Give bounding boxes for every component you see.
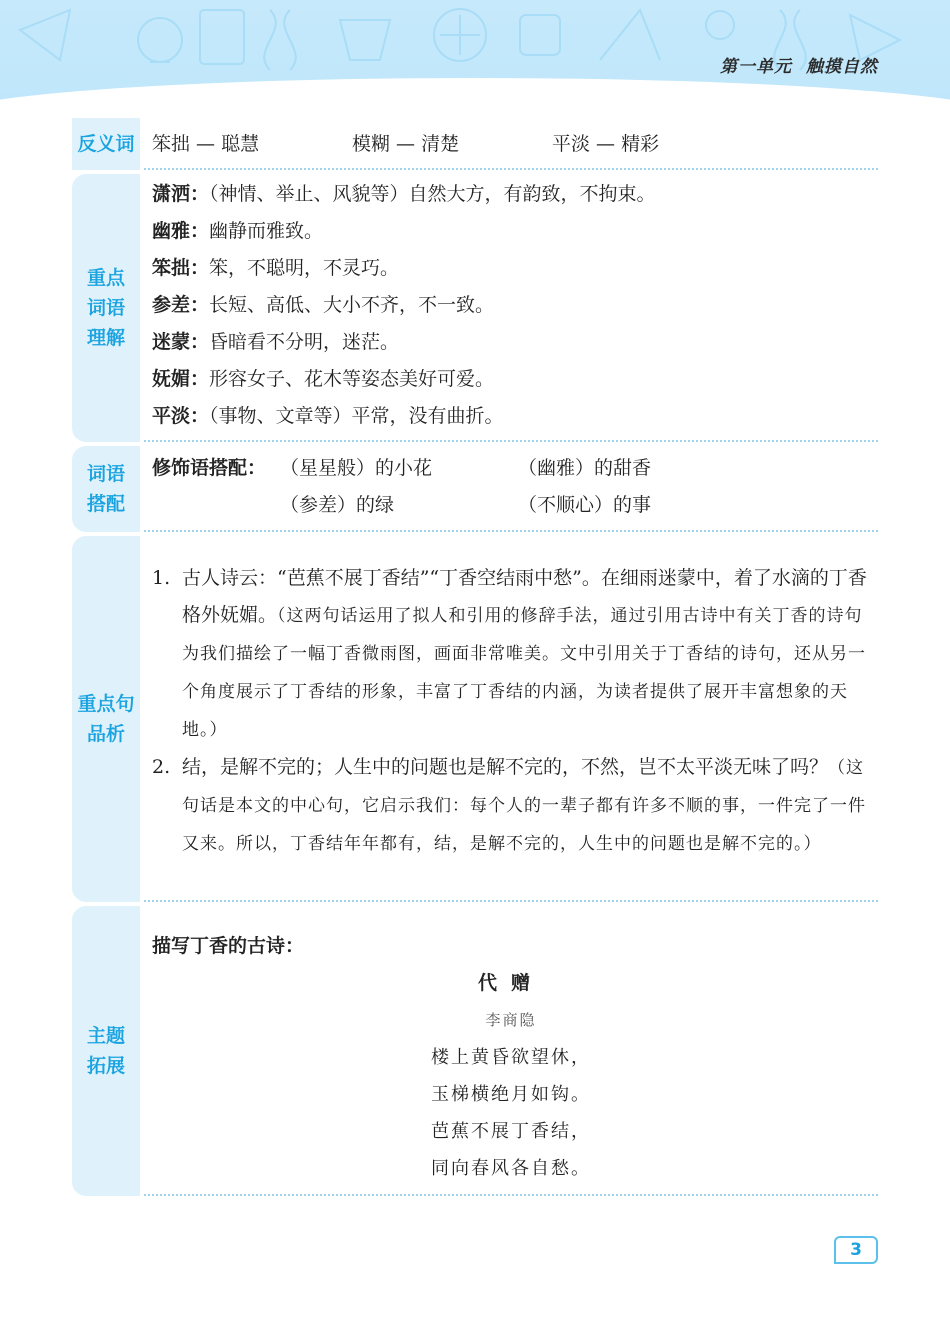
unit-name: 触摸自然 [806,57,878,77]
section-antonyms [72,118,878,170]
antonym-pair: 平淡 — 精彩 [552,133,660,155]
divider [144,440,878,442]
section-theme-extension [72,906,878,1196]
divider [144,900,878,902]
section-key-sentences [72,536,878,902]
collocation-item: （幽雅）的甜香 [518,457,652,479]
tab-label: 重点句品析 [77,693,135,745]
collocation-item: （参差）的绿 [280,494,395,516]
collocation-item: （不顺心）的事 [518,494,652,516]
tab-label: 词语搭配 [86,463,125,515]
divider [144,530,878,532]
vocab-item: 潇洒：（神情、举止、风貌等）自然大方，有韵致，不拘束。 [152,183,656,205]
section-tab [72,446,140,532]
vocab-item: 参差：长短、高低、大小不齐，不一致。 [152,294,495,316]
section-tab [72,536,140,902]
vocab-item: 笨拙：笨，不聪明，不灵巧。 [152,257,400,279]
sentence-item: 2. 结，是解不完的；人生中的问题也是解不完的，不然，岂不太平淡无味了吗？（这句话是本文的中心句，它启示我们：每个人的一辈子都有许多不顺的事，一件完了一件又来。所以，丁香结年年都有，结，是解不完的，人生中的问题也是解不完的。） [152,756,866,854]
collocation-item: （星星般）的小花 [280,457,433,479]
vocab-item: 妩媚：形容女子、花木等姿态美好可爱。 [152,368,495,390]
tab-label: 重点词语理解 [86,267,125,349]
poem [152,965,870,1187]
sentence-item: 1. 古人诗云：“芭蕉不展丁香结”“丁香空结雨中愁”。在细雨迷蒙中，着了水滴的丁香格外妩媚。（这两句话运用了拟人和引用的修辞手法，通过引用古诗中有关丁香的诗句为我们描绘了一幅丁香微雨图，画面非常唯美。文中引用关于丁香结的诗句，还从另一个角度展示了丁香结的形象，丰富了丁香结的内涵，为读者提供了展开丰富想象的天地。） [152,567,867,740]
header-banner [0,0,950,118]
section-tab [72,118,140,170]
vocab-item: 迷蒙：昏暗看不分明，迷茫。 [152,331,400,353]
section-tab [72,906,140,1196]
collocation-prefix: 修饰语搭配： [152,457,267,479]
vocab-item: 平淡：（事物、文章等）平常，没有曲折。 [152,405,504,427]
theme-heading: 描写丁香的古诗： [152,935,305,957]
vocab-item: 幽雅：幽静而雅致。 [152,220,324,242]
poem-line: 芭蕉不展丁香结， [431,1121,591,1142]
tab-label: 反义词 [77,133,135,155]
antonym-pair: 模糊 — 清楚 [352,133,460,155]
section-tab [72,174,140,442]
poem-title: 代赠 [477,972,544,994]
unit-number: 第一单元 [720,57,792,77]
poem-line: 玉梯横绝月如钩。 [431,1084,591,1105]
poem-line: 同向春风各自愁。 [431,1158,591,1179]
section-vocabulary [72,174,878,442]
poem-author: 李商隐 [485,1011,537,1029]
divider [144,1194,878,1196]
tab-label: 主题拓展 [86,1025,125,1077]
section-collocation [72,446,878,532]
poem-line: 楼上黄昏欲望休， [431,1047,591,1068]
antonym-pair: 笨拙 — 聪慧 [152,133,260,155]
divider [144,168,878,170]
page-number: 3 [834,1236,878,1264]
unit-title [720,52,878,77]
